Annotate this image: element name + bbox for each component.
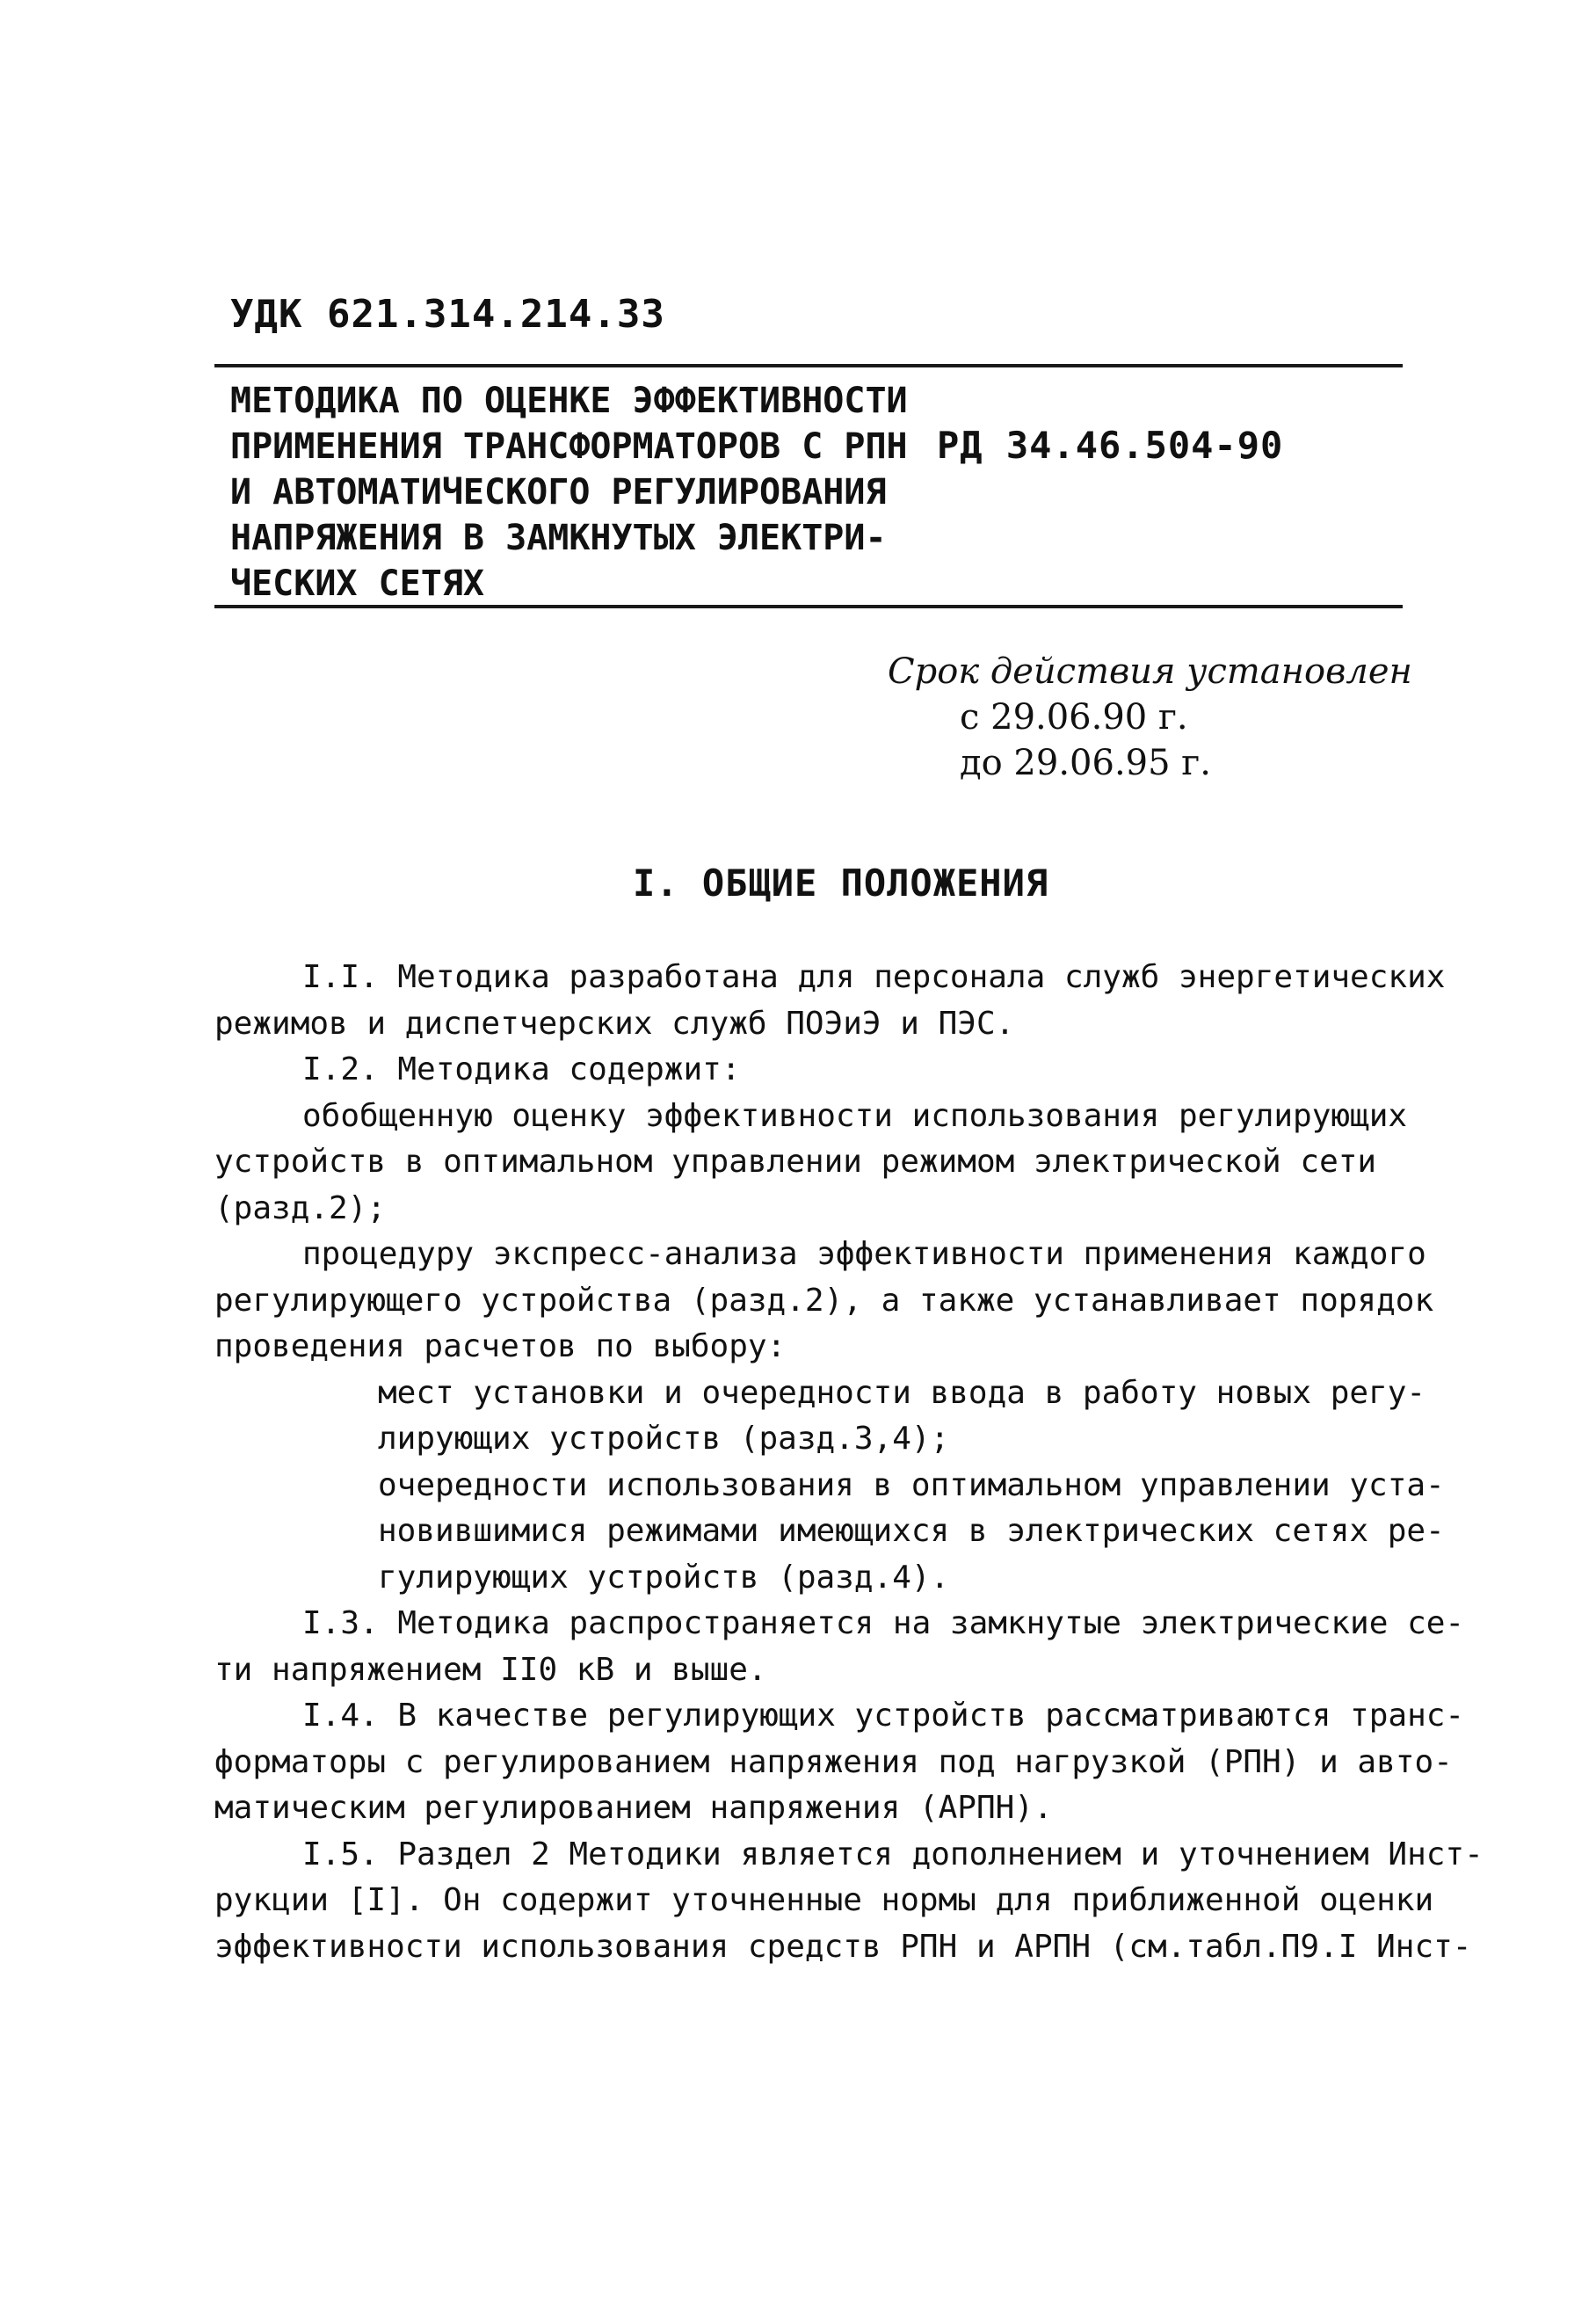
body-line: (разд.2);	[214, 1189, 387, 1226]
section-heading: I. ОБЩИЕ ПОЛОЖЕНИЯ	[633, 862, 1049, 905]
body-line: эффективности использования средств РПН и АРПН (см.табл.П9.I Инст-	[214, 1928, 1472, 1965]
body-line: новившимися режимами имеющихся в электрических сетях ре-	[378, 1513, 1445, 1549]
title-line: НАПРЯЖЕНИЯ В ЗАМКНУТЫХ ЭЛЕКТРИ-	[230, 518, 887, 558]
body-line: матическим регулированием напряжения (АРПН).	[214, 1790, 1053, 1826]
title-line: ЧЕСКИХ СЕТЯХ	[230, 564, 484, 604]
body-line: лирующих устройств (разд.3,4);	[378, 1421, 950, 1457]
validity-to: до 29.06.95 г.	[960, 743, 1211, 783]
body-line: мест установки и очередности ввода в работу новых регу-	[378, 1374, 1426, 1411]
body-line: процедуру экспресс-анализа эффективности применения каждого	[302, 1236, 1426, 1272]
body-line: ти напряжением II0 кВ и выше.	[214, 1651, 767, 1688]
body-line: обобщенную оценку эффективности использования регулирующих	[302, 1097, 1408, 1134]
body-line: I.3. Методика распространяется на замкнутые электрические се-	[302, 1605, 1465, 1641]
body-text	[214, 955, 1484, 1970]
validity-label: Срок действия установлен	[888, 651, 1412, 692]
body-line: I.4. В качестве регулирующих устройств рассматриваются транс-	[302, 1698, 1465, 1734]
title-line: ПРИМЕНЕНИЯ ТРАНСФОРМАТОРОВ С РПН	[230, 426, 908, 467]
body-line: I.I. Методика разработана для персонала служб энергетических	[302, 959, 1446, 995]
body-line: рукции [I]. Он содержит уточненные нормы для приближенной оценки	[214, 1882, 1434, 1918]
body-line: проведения расчетов по выбору:	[214, 1328, 787, 1364]
body-line: форматоры с регулированием напряжения под нагрузкой (РПН) и авто-	[214, 1743, 1453, 1780]
body-line: устройств в оптимальном управлении режимом электрической сети	[214, 1144, 1377, 1180]
body-line: I.2. Методика содержит:	[302, 1051, 741, 1087]
title-line: И АВТОМАТИЧЕСКОГО РЕГУЛИРОВАНИЯ	[230, 472, 887, 513]
body-line: регулирующего устройства (разд.2), а также устанавливает порядок	[214, 1282, 1434, 1319]
title-top-rule	[214, 364, 1403, 367]
document-code: РД 34.46.504-90	[937, 424, 1284, 467]
body-line: I.5. Раздел 2 Методики является дополнением и уточнением Инст-	[302, 1836, 1484, 1872]
title-line: МЕТОДИКА ПО ОЦЕНКЕ ЭФФЕКТИВНОСТИ	[230, 381, 908, 421]
validity-period	[888, 649, 1412, 786]
body-line: режимов и диспетчерских служб ПОЭиЭ и ПЭС.	[214, 1005, 1015, 1042]
udk-code: УДК 621.314.214.33	[230, 292, 665, 337]
title-bottom-rule	[214, 605, 1403, 608]
body-line: гулирующих устройств (разд.4).	[378, 1559, 950, 1596]
document-title	[230, 378, 908, 607]
body-line: очередности использования в оптимальном управлении уста-	[378, 1466, 1445, 1503]
validity-from: с 29.06.90 г.	[960, 697, 1188, 738]
